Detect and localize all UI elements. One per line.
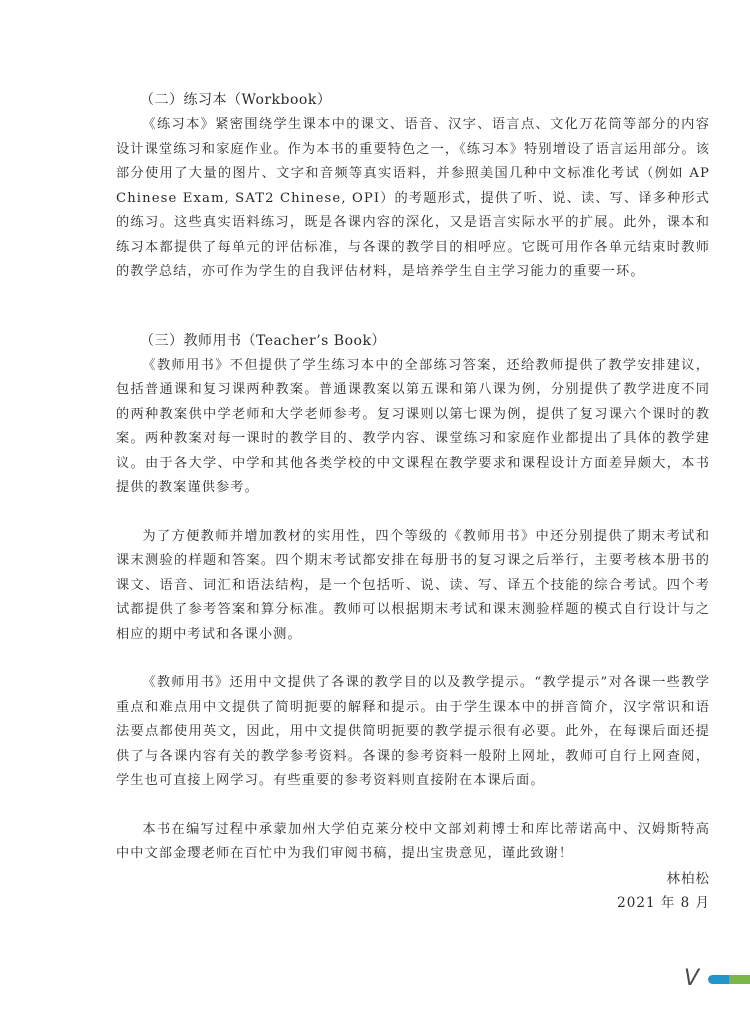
page-tab-blue	[708, 975, 729, 984]
paragraph-exams: 为了方便教师并增加教材的实用性，四个等级的《教师用书》中还分别提供了期末考试和课末测验的样题和答案。四个期末考试都安排在每册书的复习课之后举行，主要考核本册书的课文、语音、词汇和语法结构，是一个包括听、说、读、写、译五个技能的综合考试。四个考试都提供了参考答案和算分标准。教师可以根据期末考试和课末测验样题的模式自行设计与之相应的期中考试和各课小测。	[116, 528, 710, 642]
paragraph-teachers-book: 《教师用书》不但提供了学生练习本中的全部练习答案，还给教师提供了教学安排建议，包括普通课和复习课两种教案。普通课教案以第五课和第八课为例，分别提供了教学进度不同的两种教案供中学老师和大学老师参考。复习课则以第七课为例，提供了复习课六个课时的教案。两种教案对每一课时的教学目的、教学内容、课堂练习和家庭作业都提出了具体的教学建议。由于各大学、中学和其他各类学校的中文课程在教学要求和课程设计方面差异颇大，本书提供的教案谨供参考。	[116, 357, 710, 495]
section-heading-workbook: （二）练习本（Workbook）	[140, 92, 332, 108]
paragraph-workbook: 《练习本》紧密围绕学生课本中的课文、语音、汉字、语言点、文化万花筒等部分的内容设计课堂练习和家庭作业。作为本书的重要特色之一，《练习本》特别增设了语言运用部分。该部分使用了大量的图片、文字和音频等真实语料，并参照美国几种中文标准化考试（例如 AP Chinese Exam, SAT2 Chinese, OPI）的考题形式，提供了听、说、读、写、译多种形式的练习。这些真实语料练习，既是各课内容的深化，又是语言实际水平的扩展。此外，课本和练习本都提供了每单元的评估标准，与各课的教学目的相呼应。它既可用作各单元结束时教师的教学总结，亦可作为学生的自我评估材料，是培养学生自主学习能力的重要一环。	[116, 117, 710, 279]
paragraph-acknowledgements: 本书在编写过程中承蒙加州大学伯克莱分校中文部刘莉博士和库比蒂诺高中、汉姆斯特高中中文部金璎老师在百忙中为我们审阅书稿，提出宝贵意见，谨此致谢！	[116, 821, 710, 861]
page-number: V	[684, 966, 700, 991]
section-heading-teachers-book: （三）教师用书（Teacher’s Book）	[140, 332, 386, 349]
paragraph-teaching-tips: 《教师用书》还用中文提供了各课的教学目的以及教学提示。“教学提示”对各课一些教学重点和难点用中文提供了简明扼要的解释和提示。由于学生课本中的拼音简介，汉字常识和语法要点都使用英文，因此，用中文提供简明扼要的教学提示很有必要。此外，在每课后面还提供了与各课内容有关的教学参考资料。各课的参考资料一般附上网址，教师可自行上网查阅，学生也可直接上网学习。有些重要的参考资料则直接附在本课后面。	[116, 675, 710, 788]
page-tab-green	[729, 975, 750, 984]
signature-date: 2021 年 8 月	[617, 895, 710, 911]
author-signature: 林柏松	[666, 870, 710, 887]
page-body	[116, 88, 710, 916]
